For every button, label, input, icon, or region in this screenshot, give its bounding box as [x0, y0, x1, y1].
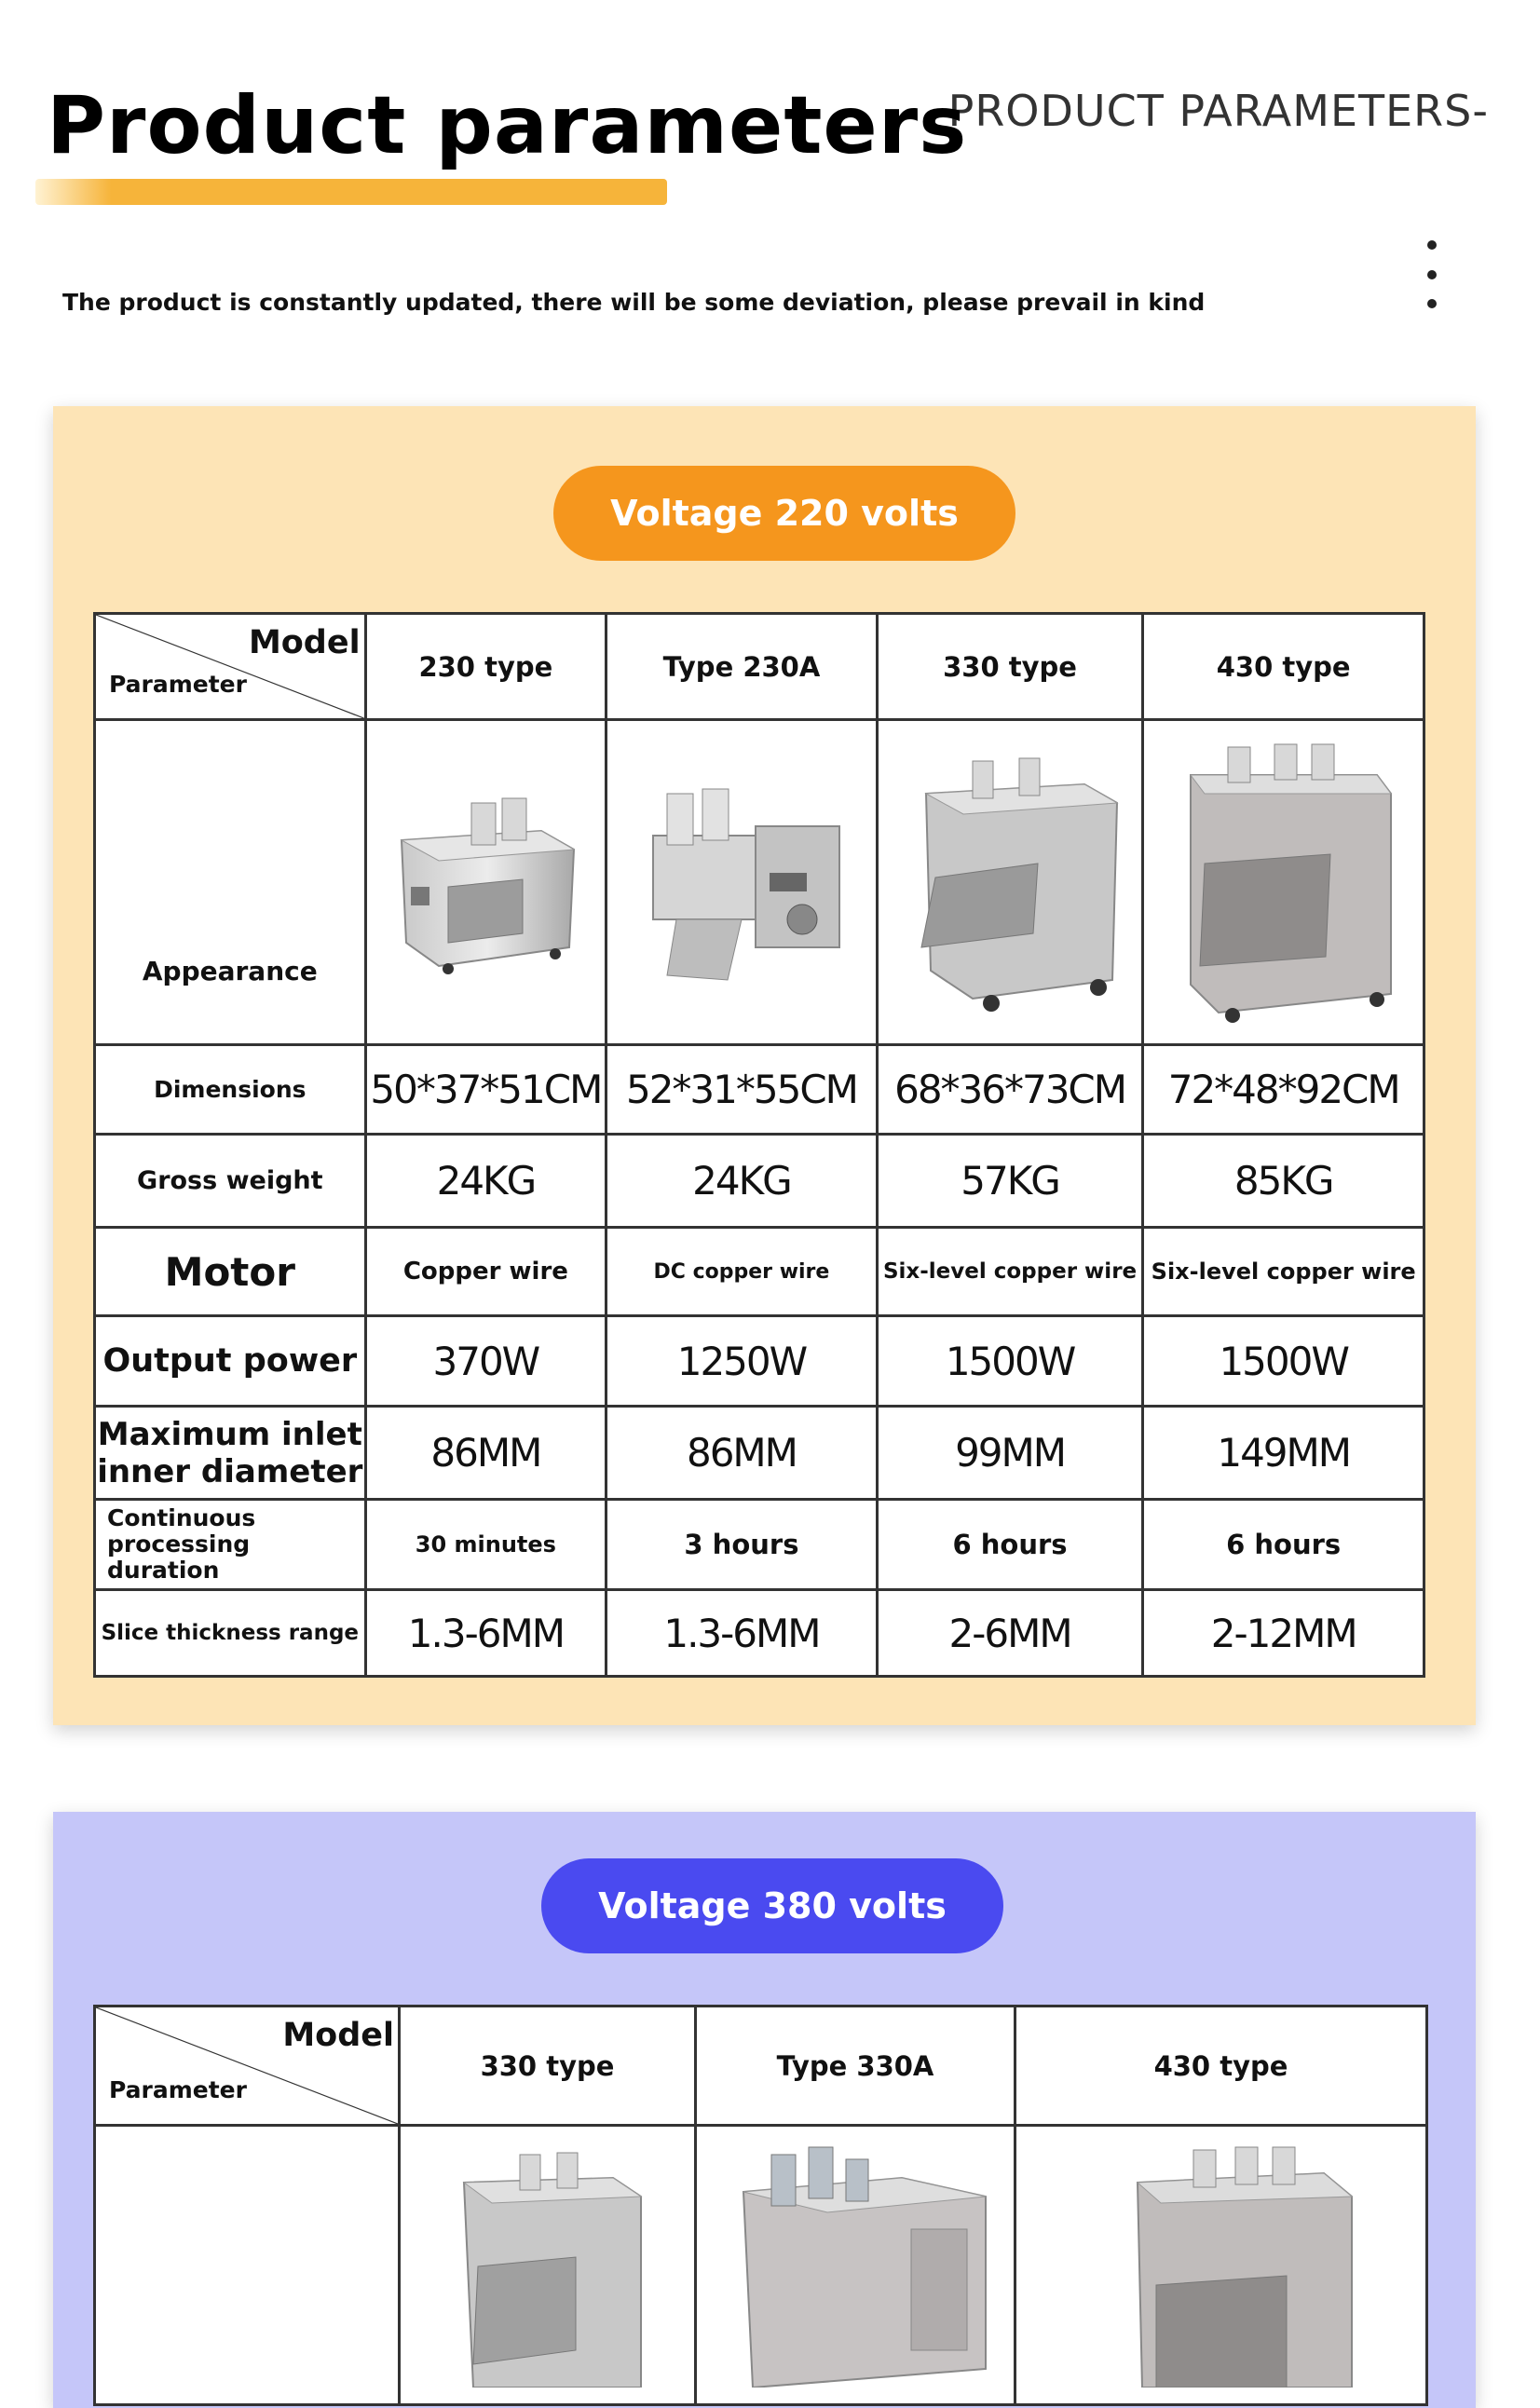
spec-table-220v	[93, 612, 1425, 1678]
corner-parameter-label: Parameter	[109, 671, 247, 698]
machine-illustration	[383, 775, 588, 989]
max-inlet-row	[95, 1407, 1424, 1500]
corner-model-label: Model	[248, 624, 361, 661]
value-cell: Six-level copper wire	[1143, 1228, 1424, 1316]
value-cell: 1500W	[877, 1316, 1143, 1407]
product-image-330a	[696, 2126, 1015, 2405]
voltage-220-badge: Voltage 220 volts	[553, 466, 1015, 561]
value-cell: 24KG	[606, 1135, 878, 1228]
row-label-max-inlet	[95, 1407, 366, 1500]
value-cell: 1.3-6MM	[365, 1590, 606, 1677]
value-cell: 1.3-6MM	[606, 1590, 878, 1677]
value-cell: 99MM	[877, 1407, 1143, 1500]
value-cell: 370W	[365, 1316, 606, 1407]
product-image-330	[877, 720, 1143, 1045]
machine-illustration	[1163, 733, 1405, 1031]
row-label-line: Maximum inlet	[97, 1415, 362, 1453]
output-power-row	[95, 1316, 1424, 1407]
value-cell: 30 minutes	[365, 1500, 606, 1590]
corner-model-label: Model	[282, 2017, 394, 2054]
machine-illustration	[436, 2127, 660, 2388]
row-label-dimensions: Dimensions	[95, 1045, 366, 1135]
more-dot-icon	[1427, 240, 1437, 250]
appearance-row	[95, 2126, 1427, 2405]
corner-header-cell	[95, 2007, 400, 2126]
continuous-row	[95, 1500, 1424, 1590]
model-header: 230 type	[365, 614, 606, 720]
notice-text: The product is constantly updated, there will be some deviation, please prevail in kind	[62, 289, 1206, 316]
corner-header-cell	[95, 614, 366, 720]
value-cell: Six-level copper wire	[877, 1228, 1143, 1316]
machine-illustration	[1072, 2127, 1370, 2388]
page-subtitle: -PRODUCT PARAMETERS-	[932, 86, 1489, 136]
appearance-row	[95, 720, 1424, 1045]
value-cell: 1500W	[1143, 1316, 1424, 1407]
table-header-row	[95, 2007, 1427, 2126]
model-header: 330 type	[400, 2007, 696, 2126]
product-image-230a	[606, 720, 878, 1045]
product-image-430	[1015, 2126, 1427, 2405]
product-image-430	[1143, 720, 1424, 1045]
dimensions-row	[95, 1045, 1424, 1135]
page-title: Product parameters	[47, 79, 968, 172]
voltage-380-badge: Voltage 380 volts	[541, 1858, 1003, 1953]
model-header: Type 330A	[696, 2007, 1015, 2126]
product-image-330	[400, 2126, 696, 2405]
row-label-slice: Slice thickness range	[95, 1590, 366, 1677]
more-dot-icon	[1427, 299, 1437, 308]
value-cell: 72*48*92CM	[1143, 1045, 1424, 1135]
product-image-230	[365, 720, 606, 1045]
gross-weight-row	[95, 1135, 1424, 1228]
value-cell: 50*37*51CM	[365, 1045, 606, 1135]
row-label-gross-weight: Gross weight	[95, 1135, 366, 1228]
machine-illustration	[715, 2127, 995, 2388]
value-cell: Copper wire	[365, 1228, 606, 1316]
row-label-line: processing duration	[107, 1531, 251, 1584]
row-label-empty	[95, 2126, 400, 2405]
value-cell: 3 hours	[606, 1500, 878, 1590]
table-header-row	[95, 614, 1424, 720]
value-cell: 86MM	[606, 1407, 878, 1500]
value-cell: 24KG	[365, 1135, 606, 1228]
motor-row	[95, 1228, 1424, 1316]
row-label-output-power: Output power	[95, 1316, 366, 1407]
row-label-continuous	[95, 1500, 366, 1590]
row-label-motor: Motor	[95, 1228, 366, 1316]
value-cell: 2-6MM	[877, 1590, 1143, 1677]
model-header: 330 type	[877, 614, 1143, 720]
value-cell: 85KG	[1143, 1135, 1424, 1228]
value-cell: 1250W	[606, 1316, 878, 1407]
model-header: 430 type	[1015, 2007, 1427, 2126]
row-label-line: Continuous	[107, 1504, 256, 1531]
value-cell: 6 hours	[877, 1500, 1143, 1590]
value-cell: 2-12MM	[1143, 1590, 1424, 1677]
spec-table-380v	[93, 2005, 1428, 2406]
value-cell: DC copper wire	[606, 1228, 878, 1316]
value-cell: 57KG	[877, 1135, 1143, 1228]
model-header: Type 230A	[606, 614, 878, 720]
title-underline	[35, 179, 667, 205]
row-label-appearance: Appearance	[95, 720, 366, 1045]
more-dot-icon	[1427, 270, 1437, 279]
value-cell: 52*31*55CM	[606, 1045, 878, 1135]
machine-illustration	[898, 747, 1122, 1017]
value-cell: 86MM	[365, 1407, 606, 1500]
model-header: 430 type	[1143, 614, 1424, 720]
machine-illustration	[630, 770, 853, 994]
value-cell: 68*36*73CM	[877, 1045, 1143, 1135]
value-cell: 6 hours	[1143, 1500, 1424, 1590]
row-label-line: inner diameter	[97, 1452, 363, 1490]
corner-parameter-label: Parameter	[109, 2076, 247, 2103]
value-cell: 149MM	[1143, 1407, 1424, 1500]
slice-row	[95, 1590, 1424, 1677]
